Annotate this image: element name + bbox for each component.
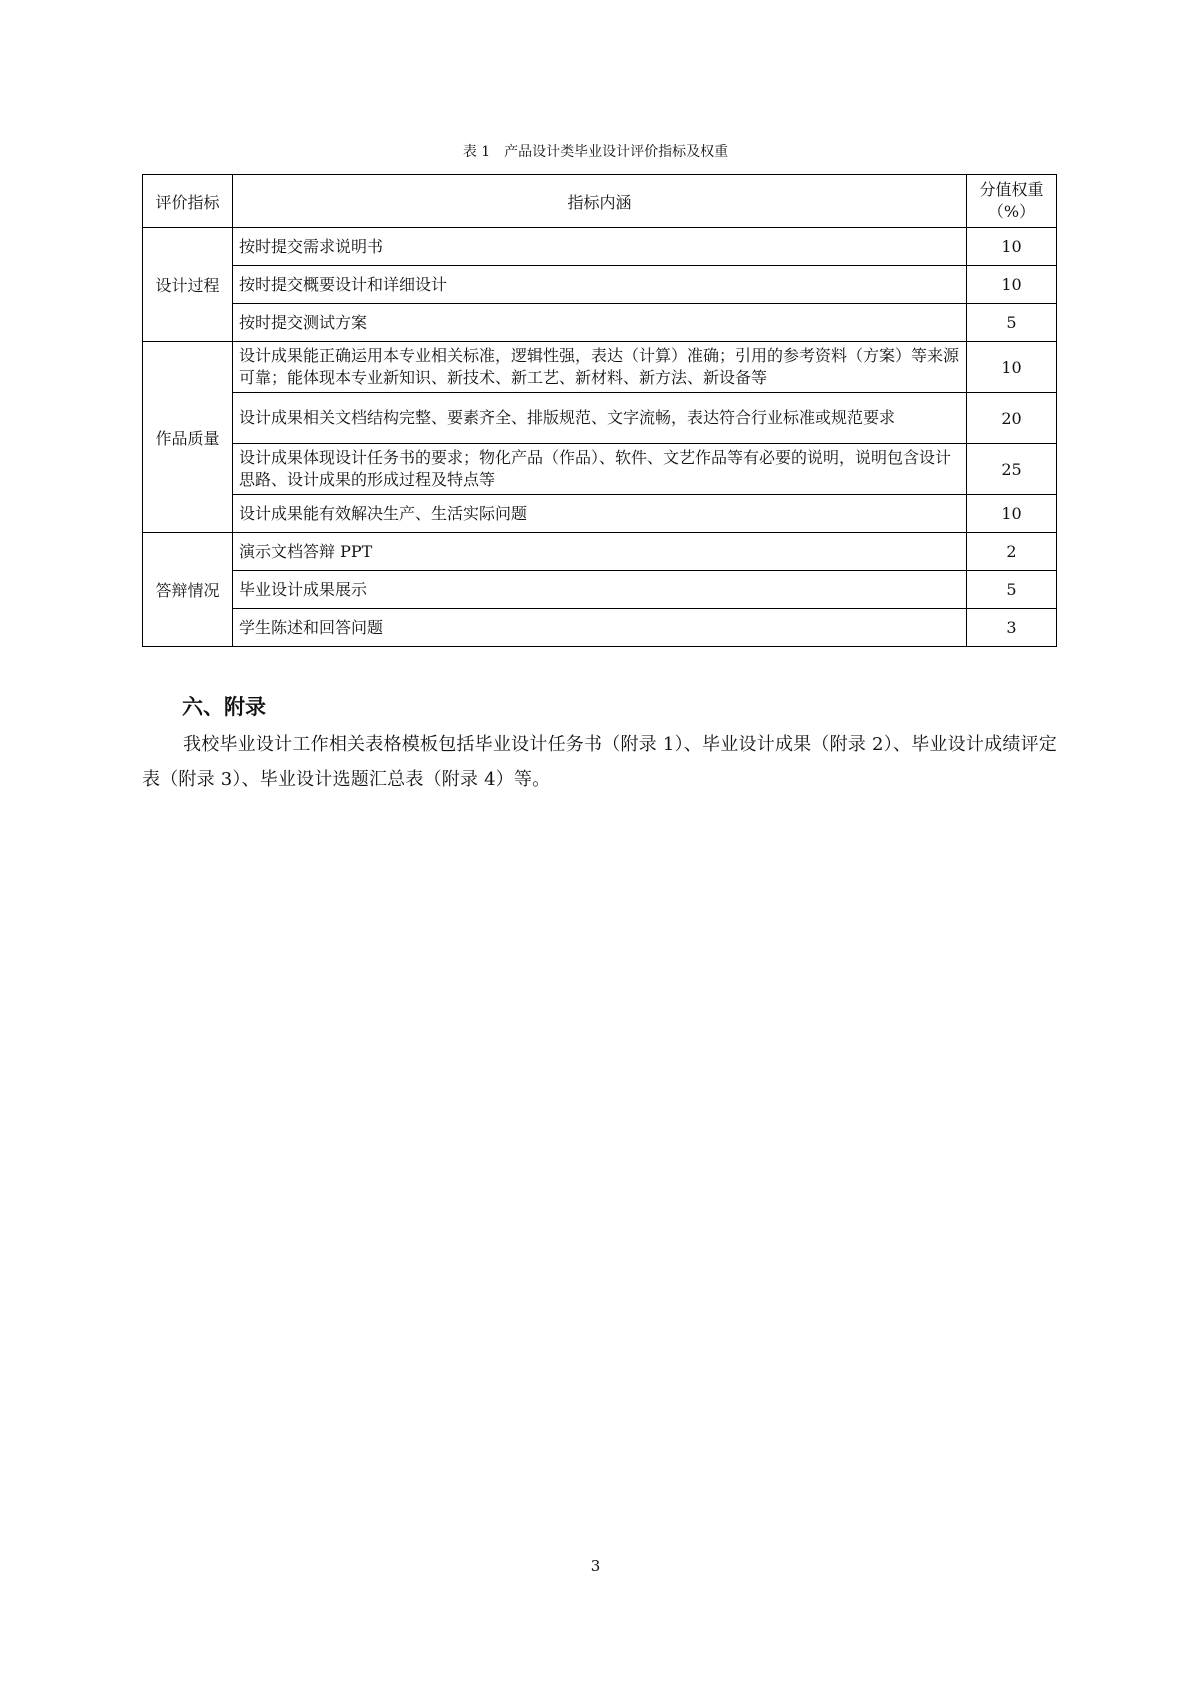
row-weight: 10 (967, 266, 1057, 304)
table-row (143, 228, 1057, 266)
row-content: 学生陈述和回答问题 (233, 609, 967, 647)
row-content: 设计成果体现设计任务书的要求；物化产品（作品）、软件、文艺作品等有必要的说明，说明包含设计思路、设计成果的形成过程及特点等 (233, 444, 967, 495)
table-row (143, 266, 1057, 304)
header-content: 指标内涵 (233, 175, 967, 228)
indicator-defense: 答辩情况 (143, 533, 233, 647)
table-row (143, 495, 1057, 533)
section-heading: 六、附录 (182, 695, 266, 719)
header-weight-line2: （%） (987, 202, 1036, 221)
row-content: 按时提交测试方案 (233, 304, 967, 342)
row-weight: 5 (967, 571, 1057, 609)
table-row (143, 393, 1057, 444)
row-content: 设计成果能正确运用本专业相关标准，逻辑性强，表达（计算）准确；引用的参考资料（方案）等来源可靠；能体现本专业新知识、新技术、新工艺、新材料、新方法、新设备等 (233, 342, 967, 393)
table-row (143, 304, 1057, 342)
header-weight (967, 175, 1057, 228)
table-row (143, 444, 1057, 495)
row-content: 设计成果能有效解决生产、生活实际问题 (233, 495, 967, 533)
row-weight: 10 (967, 495, 1057, 533)
evaluation-table (142, 174, 1057, 647)
page-number: 3 (590, 1557, 601, 1575)
table-row (143, 533, 1057, 571)
row-weight: 10 (967, 228, 1057, 266)
row-weight: 20 (967, 393, 1057, 444)
row-content: 按时提交需求说明书 (233, 228, 967, 266)
header-indicator: 评价指标 (143, 175, 233, 228)
table-header-row (143, 175, 1057, 228)
table-caption: 表 1 产品设计类毕业设计评价指标及权重 (462, 144, 729, 160)
row-weight: 2 (967, 533, 1057, 571)
row-content: 演示文档答辩 PPT (233, 533, 967, 571)
table-row (143, 342, 1057, 393)
row-content: 按时提交概要设计和详细设计 (233, 266, 967, 304)
appendix-paragraph: 我校毕业设计工作相关表格模板包括毕业设计任务书（附录 1）、毕业设计成果（附录 2）、毕业设计成绩评定表（附录 3）、毕业设计选题汇总表（附录 4）等。 (142, 734, 1057, 790)
indicator-design-process: 设计过程 (143, 228, 233, 342)
row-weight: 5 (967, 304, 1057, 342)
row-content: 毕业设计成果展示 (233, 571, 967, 609)
table-row (143, 609, 1057, 647)
row-weight: 25 (967, 444, 1057, 495)
row-content: 设计成果相关文档结构完整、要素齐全、排版规范、文字流畅，表达符合行业标准或规范要求 (233, 393, 967, 444)
table-row (143, 571, 1057, 609)
row-weight: 3 (967, 609, 1057, 647)
row-weight: 10 (967, 342, 1057, 393)
indicator-work-quality: 作品质量 (143, 342, 233, 533)
header-weight-line1: 分值权重 (979, 180, 1044, 199)
